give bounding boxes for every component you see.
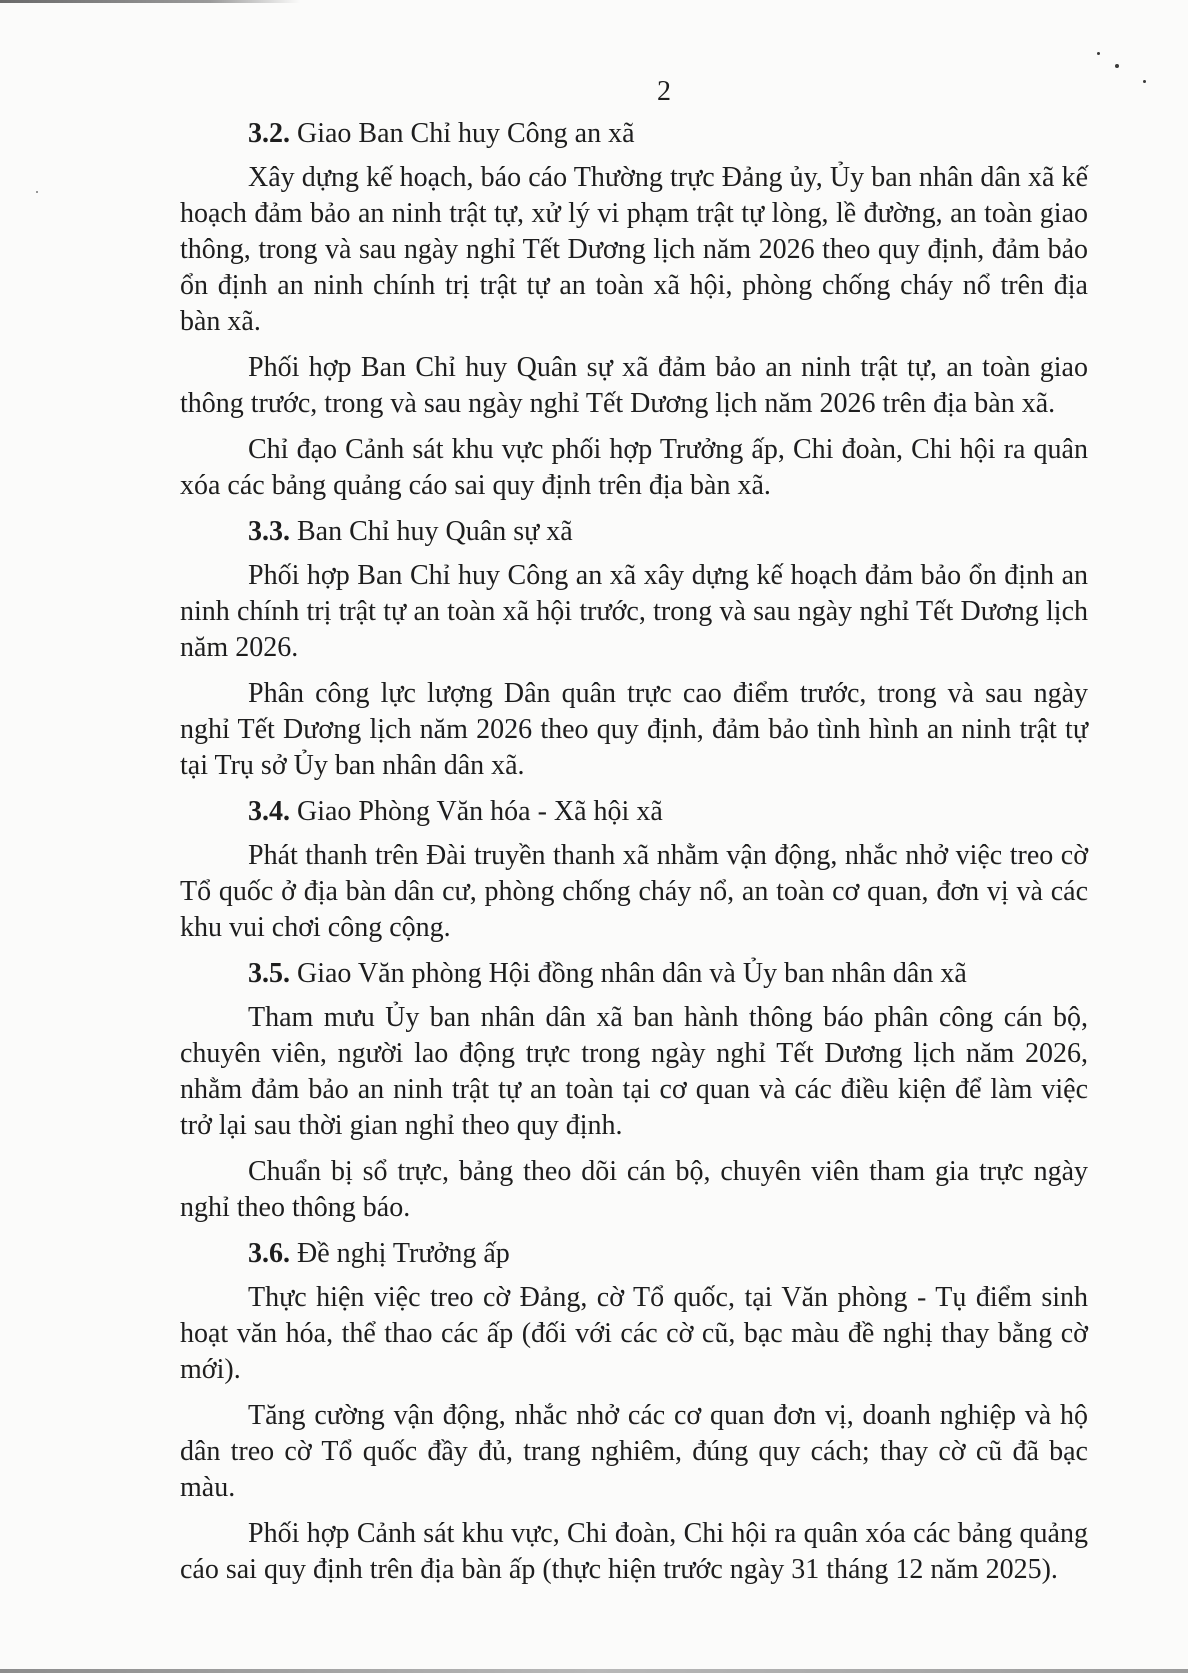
paragraph: Xây dựng kế hoạch, báo cáo Thường trực Đảng ủy, Ủy ban nhân dân xã kế hoạch đảm bảo an ninh trật tự, xử lý vi phạm trật tự lòng, lề đường, an toàn giao thông, trong và sau ngày nghỉ Tết Dương lịch năm 2026 theo quy định, đảm bảo ổn định an ninh chính trị trật tự an toàn xã hội, phòng chống cháy nổ trên địa bàn xã. [180, 162, 1088, 337]
section-title: Ban Chỉ huy Quân sự xã [297, 516, 573, 547]
section-title: Giao Ban Chỉ huy Công an xã [297, 118, 635, 149]
section-heading [180, 794, 1088, 830]
paragraph: Phối hợp Ban Chỉ huy Công an xã xây dựng kế hoạch đảm bảo ổn định an ninh chính trị trật tự an toàn xã hội trước, trong và sau ngày nghỉ Tết Dương lịch năm 2026. [180, 560, 1088, 663]
section-heading [180, 514, 1088, 550]
scan-speck [36, 191, 38, 193]
paragraph: Thực hiện việc treo cờ Đảng, cờ Tổ quốc, tại Văn phòng - Tụ điểm sinh hoạt văn hóa, thể thao các ấp (đối với các cờ cũ, bạc màu đề nghị thay bằng cờ mới). [180, 1282, 1088, 1385]
section-heading [180, 956, 1088, 992]
paragraph: Phối hợp Cảnh sát khu vực, Chi đoàn, Chi hội ra quân xóa các bảng quảng cáo sai quy định trên địa bàn ấp (thực hiện trước ngày 31 tháng 12 năm 2025). [180, 1518, 1088, 1585]
section-title: Đề nghị Trưởng ấp [297, 1238, 510, 1269]
section-number: 3.5. [248, 958, 290, 989]
scan-speck [1097, 52, 1100, 55]
paragraph: Chuẩn bị sổ trực, bảng theo dõi cán bộ, chuyên viên tham gia trực ngày nghỉ theo thông báo. [180, 1156, 1088, 1223]
paragraph: Phối hợp Ban Chỉ huy Quân sự xã đảm bảo an ninh trật tự, an toàn giao thông trước, trong và sau ngày nghỉ Tết Dương lịch năm 2026 trên địa bàn xã. [180, 352, 1088, 419]
scan-speck [1115, 64, 1119, 68]
section-number: 3.4. [248, 796, 290, 827]
scan-edge-bottom [0, 1669, 1188, 1673]
section-title: Giao Phòng Văn hóa - Xã hội xã [297, 796, 663, 827]
page-number: 2 [657, 76, 671, 107]
paragraph: Chỉ đạo Cảnh sát khu vực phối hợp Trưởng ấp, Chi đoàn, Chi hội ra quân xóa các bảng quảng cáo sai quy định trên địa bàn xã. [180, 434, 1088, 501]
section-heading [180, 116, 1088, 152]
section-number: 3.6. [248, 1238, 290, 1269]
document-body [180, 116, 1088, 1598]
scan-speck [1143, 80, 1146, 83]
section-title: Giao Văn phòng Hội đồng nhân dân và Ủy ban nhân dân xã [297, 958, 967, 989]
paragraph: Phát thanh trên Đài truyền thanh xã nhằm vận động, nhắc nhở việc treo cờ Tổ quốc ở địa bàn dân cư, phòng chống cháy nổ, an toàn cơ quan, đơn vị và các khu vui chơi công cộng. [180, 840, 1088, 943]
section-number: 3.3. [248, 516, 290, 547]
section-heading [180, 1236, 1088, 1272]
scan-edge-top [0, 0, 300, 3]
paragraph: Phân công lực lượng Dân quân trực cao điểm trước, trong và sau ngày nghỉ Tết Dương lịch năm 2026 theo quy định, đảm bảo tình hình an ninh trật tự tại Trụ sở Ủy ban nhân dân xã. [180, 678, 1088, 781]
section-number: 3.2. [248, 118, 290, 149]
paragraph: Tham mưu Ủy ban nhân dân xã ban hành thông báo phân công cán bộ, chuyên viên, người lao động trực trong ngày nghỉ Tết Dương lịch năm 2026, nhằm đảm bảo an ninh trật tự an toàn tại cơ quan và các điều kiện để làm việc trở lại sau thời gian nghỉ theo quy định. [180, 1002, 1088, 1141]
paragraph: Tăng cường vận động, nhắc nhở các cơ quan đơn vị, doanh nghiệp và hộ dân treo cờ Tổ quốc đầy đủ, trang nghiêm, đúng quy cách; thay cờ cũ đã bạc màu. [180, 1400, 1088, 1503]
